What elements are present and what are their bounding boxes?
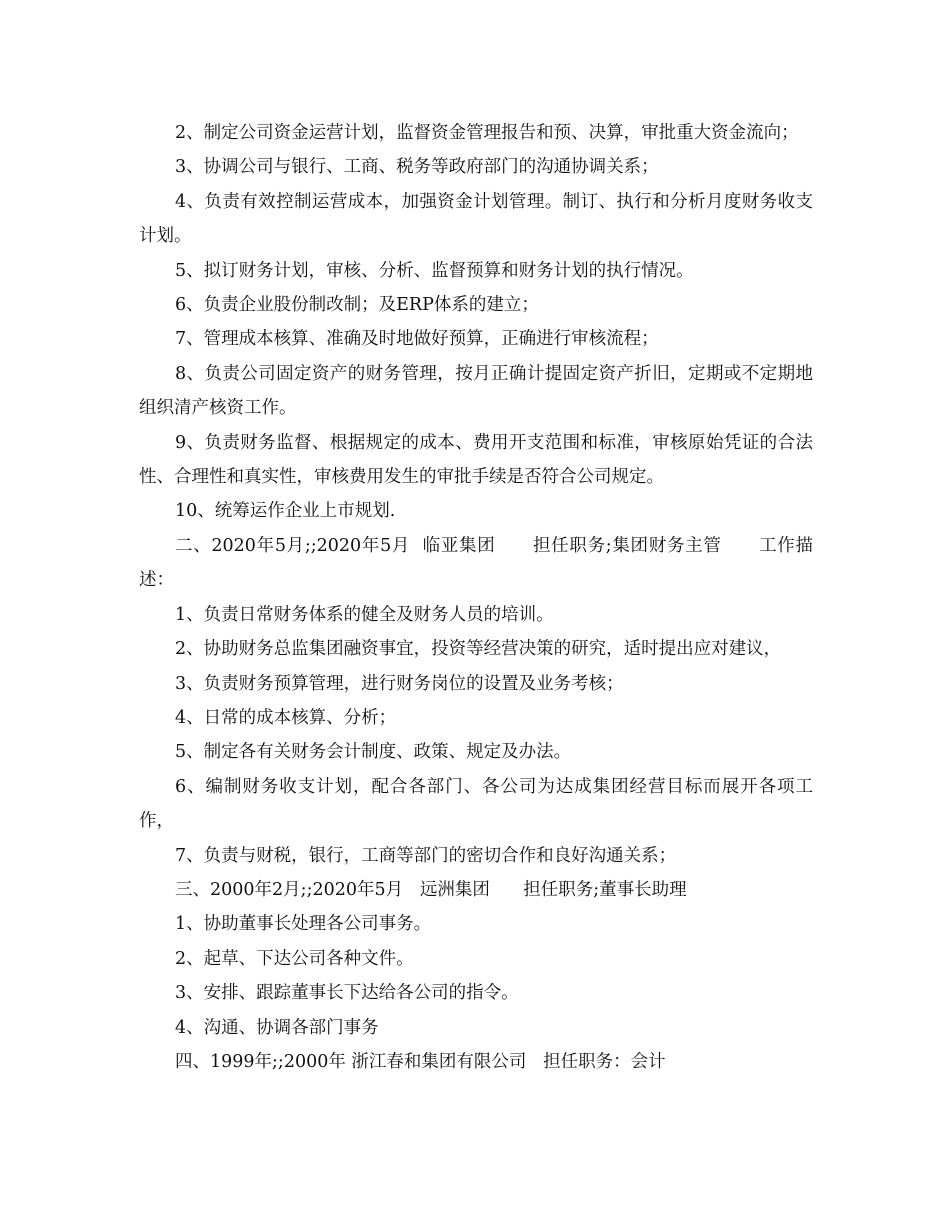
paragraph-section3-item-3: 3、安排、跟踪董事长下达给各公司的指令。 <box>175 983 519 1004</box>
section-heading-4: 四、1999年;;2000年 浙江春和集团有限公司 担任职务：会计 <box>175 1051 666 1072</box>
paragraph-section3-item-2: 2、起草、下达公司各种文件。 <box>175 948 414 969</box>
paragraph-section2-item-7: 7、负责与财税，银行，工商等部门的密切合作和良好沟通关系； <box>175 845 677 866</box>
paragraph-duty-10: 10、统筹运作企业上市规划. <box>175 501 396 522</box>
paragraph-duty-6: 6、负责企业股份制改制；及ERP体系的建立； <box>175 295 539 316</box>
paragraph-section3-item-4: 4、沟通、协调各部门事务 <box>175 1017 379 1038</box>
paragraph-duty-5: 5、拟订财务计划，审核、分析、监督预算和财务计划的执行情况。 <box>175 260 694 281</box>
paragraph-section2-item-6: 6、编制财务收支计划，配合各部门、各公司为达成集团经营目标而展开各项工作， <box>139 776 813 832</box>
section-heading-2: 二、2020年5月;;2020年5月 临亚集团 担任职务;集团财务主管 工作描述： <box>139 535 813 591</box>
paragraph-section2-item-1: 1、负责日常财务体系的健全及财务人员的培训。 <box>175 604 554 625</box>
paragraph-duty-9: 9、负责财务监督、根据规定的成本、费用开支范围和标准，审核原始凭证的合法性、合理性和真实性，审核费用发生的审批手续是否符合公司规定。 <box>139 432 813 488</box>
document-body <box>139 116 813 1079</box>
section-heading-3: 三、2000年2月;;2020年5月 远洲集团 担任职务;董事长助理 <box>175 879 687 900</box>
paragraph-section2-item-3: 3、负责财务预算管理，进行财务岗位的设置及业务考核； <box>175 673 624 694</box>
paragraph-section2-item-4: 4、日常的成本核算、分析； <box>175 707 397 728</box>
paragraph-duty-7: 7、管理成本核算、准确及时地做好预算，正确进行审核流程； <box>175 329 659 350</box>
paragraph-duty-4: 4、负责有效控制运营成本，加强资金计划管理。制订、执行和分析月度财务收支计划。 <box>139 191 813 247</box>
paragraph-section2-item-2: 2、协助财务总监集团融资事宜，投资等经营决策的研究，适时提出应对建议， <box>175 639 782 660</box>
paragraph-duty-8: 8、负责公司固定资产的财务管理，按月正确计提固定资产折旧，定期或不定期地组织清产核资工作。 <box>139 363 813 419</box>
paragraph-duty-2: 2、制定公司资金运营计划，监督资金管理报告和预、决算，审批重大资金流向； <box>175 123 799 143</box>
paragraph-section2-item-5: 5、制定各有关财务会计制度、政策、规定及办法。 <box>175 742 572 763</box>
paragraph-duty-3: 3、协调公司与银行、工商、税务等政府部门的沟通协调关系； <box>175 157 659 178</box>
paragraph-section3-item-1: 1、协助董事长处理各公司事务。 <box>175 914 432 935</box>
